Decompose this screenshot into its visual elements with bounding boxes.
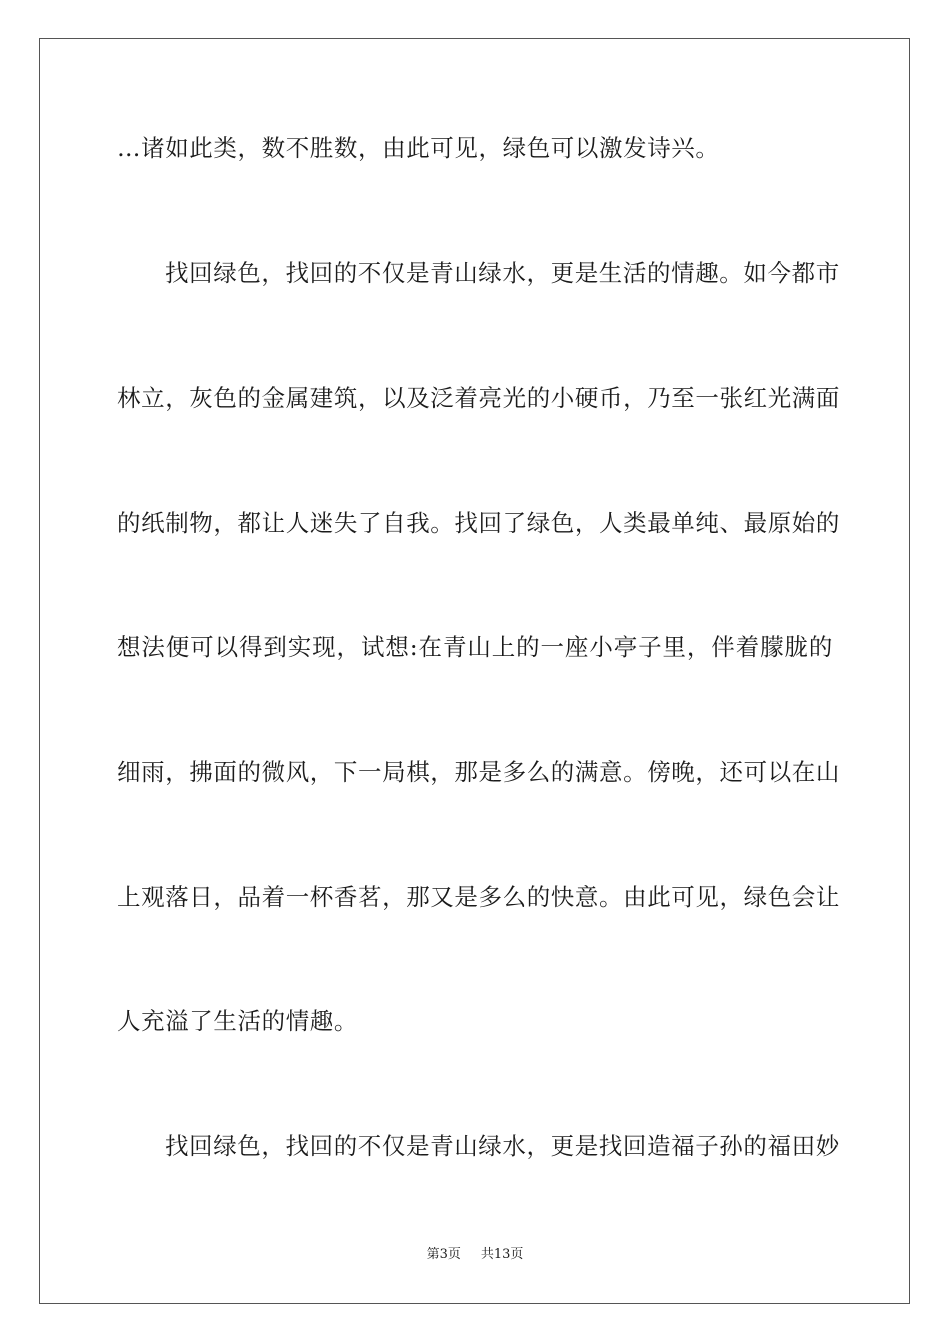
text-line: 想法便可以得到实现，试想:在青山上的一座小亭子里，伴着朦胧的 [117,633,833,661]
text-line: 的纸制物，都让人迷失了自我。找回了绿色，人类最单纯、最原始的 [117,509,840,537]
text-line: 林立，灰色的金属建筑，以及泛着亮光的小硬币，乃至一张红光满面 [117,384,840,412]
text-line: 上观落日，品着一杯香茗，那又是多么的快意。由此可见，绿色会让 [117,883,840,911]
page-frame [39,38,910,1304]
page-number: 第3页 [426,1247,461,1262]
text-line: 细雨，拂面的微风，下一局棋，那是多么的满意。傍晚，还可以在山 [117,758,840,786]
page-total: 共13页 [480,1247,524,1262]
page-footer [0,1247,950,1263]
text-line: 找回绿色，找回的不仅是青山绿水，更是生活的情趣。如今都市 [165,259,840,287]
text-line: …诸如此类，数不胜数，由此可见，绿色可以激发诗兴。 [117,134,720,162]
text-line: 找回绿色，找回的不仅是青山绿水，更是找回造福子孙的福田妙 [165,1132,840,1160]
text-line: 人充溢了生活的情趣。 [117,1007,358,1035]
